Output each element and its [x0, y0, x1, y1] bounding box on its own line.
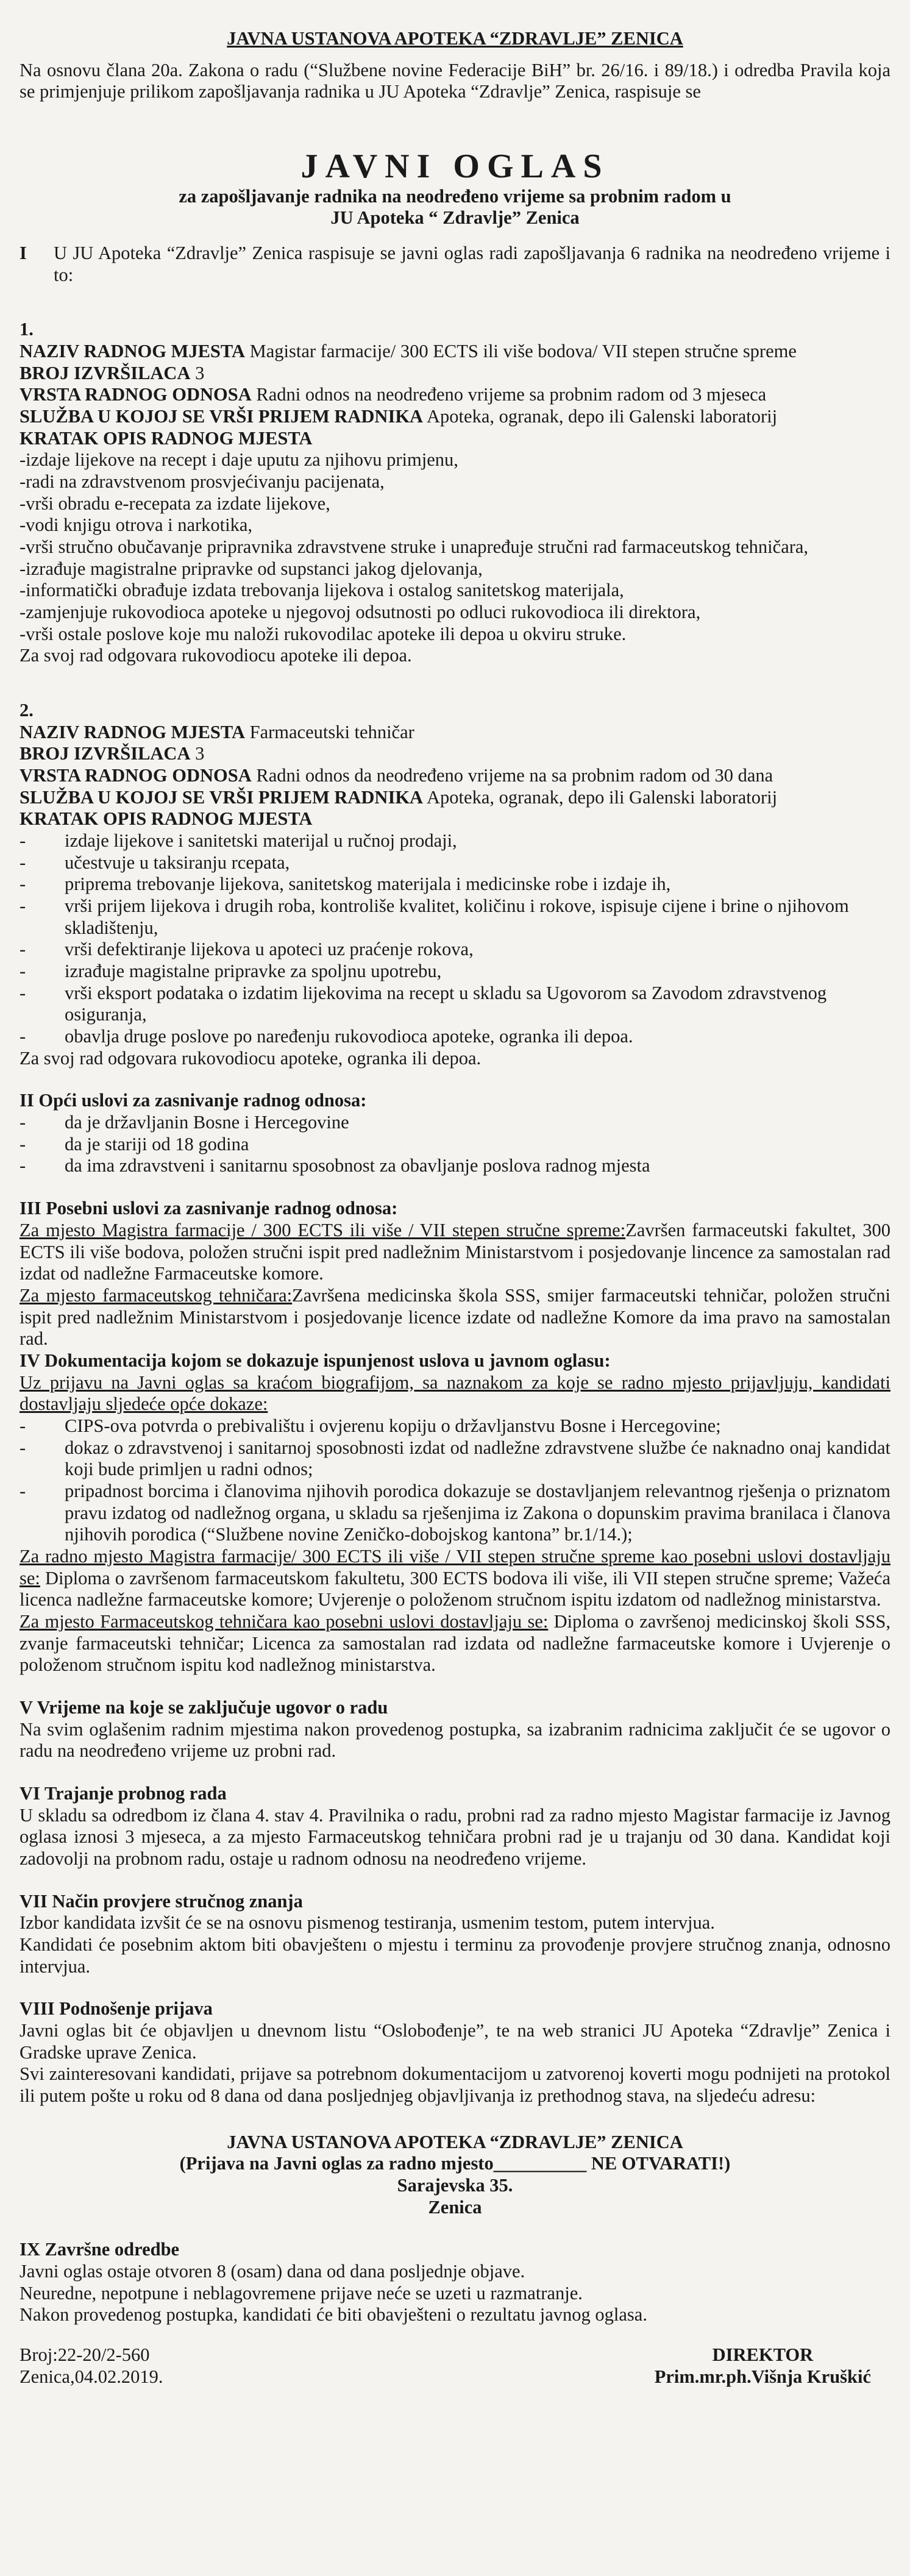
- section-6-text: U skladu sa odredbom iz člana 4. stav 4. Pravilnika o radu, probni rad za radno mjesto Magistar farmacije iz Javnog oglasa iznosi 3 mjeseca, a za mjesto Farmaceutskog tehničara probni rad je u trajanju od 30 dana. Kandidat koji zadovolji na probnom radu, ostaje u radnom odnosu na neodređeno vrijeme.: [20, 1804, 890, 1869]
- address-line-4: Zenica: [428, 2196, 482, 2218]
- position-2-closing: Za svoj rad odgovara rukovodiocu apoteke, ogranka ili depoa.: [20, 1047, 482, 1069]
- employment-type-value: Radni odnos na neodređeno vrijeme sa probnim radom od 3 mjeseca: [251, 384, 767, 405]
- section-9-text-3: Nakon provedenog postupka, kandidati će biti obavješteni o rezultatu javnog oglasa.: [20, 2304, 647, 2325]
- section-1-text: U JU Apoteka “Zdravlje” Zenica raspisuje se javni oglas radi zapošljavanja 6 radnika na neodređeno vrijeme i to:: [54, 242, 890, 285]
- reference-number: Broj:22-20/2-560: [20, 2344, 150, 2366]
- section-7-text-1: Izbor kandidata izvšit će se na osnovu pismenog testiranja, usmenim testom, putem intervjua.: [20, 1912, 715, 1934]
- position-2-duties: [20, 830, 890, 1048]
- list-item: -izdaje lijekove na recept i daje uputu za njihovu primjenu,: [20, 449, 458, 471]
- list-item: - izrađuje magistalne pripravke za spoljnu upotrebu,: [20, 961, 890, 983]
- section-3-heading: III Posebni uslovi za zasnivanje radnog odnosa:: [20, 1198, 398, 1219]
- section-3: [20, 1198, 890, 1350]
- section-5-text: Na svim oglašenim radnim mjestima nakon provedenog postupka, sa izabranim radnicima zaključit će se ugovor o radu na neodređeno vrijeme uz probni rad.: [20, 1718, 890, 1762]
- position-title-value: Magistar farmacije/ 300 ECTS ili više bodova/ VII stepen stručne spreme: [245, 340, 797, 361]
- section-5-heading: V Vrijeme na koje se zaključuje ugovor o radu: [20, 1696, 388, 1718]
- list-item: -vrši stručno obučavanje pripravnika zdravstvene struke i unapređuje stručni rad farmaceutskog tehničara,: [20, 536, 809, 558]
- position-title-label: NAZIV RADNOG MJESTA: [20, 340, 245, 361]
- position-1-closing: Za svoj rad odgovara rukovodiocu apoteke ili depoa.: [20, 645, 412, 666]
- employment-type-value: Radni odnos da neodređeno vrijeme na sa probnim radom od 30 dana: [251, 765, 773, 786]
- reference-block: [20, 2344, 163, 2388]
- section-4-heading: IV Dokumentacija kojom se dokazuje ispunjenost uslova u javnom oglasu:: [20, 1350, 611, 1371]
- position-title-value: Farmaceutski tehničar: [245, 721, 414, 742]
- position-1-duties: [20, 449, 890, 645]
- job-advertisement-document: [20, 12, 890, 2552]
- section-4-paragraph-1: [20, 1546, 890, 1611]
- section-5: [20, 1697, 890, 1762]
- position-title-label: NAZIV RADNOG MJESTA: [20, 721, 245, 742]
- section-3-p1-text: Završen farmaceutski fakultet, 300 ECTS ili više bodova, položen stručni ispit pred nadležnim Ministarstvom i posjedovanje lincence za samostalan rad izdat od nadležne Farmaceutske komore.: [20, 1219, 890, 1284]
- document-title: JAVNI OGLAS: [300, 148, 610, 186]
- service-value: Apoteka, ogranak, depo ili Galenski laboratorij: [423, 405, 778, 427]
- section-3-p1-lead: Za mjesto Magistra farmacije / 300 ECTS ili više / VII stepen stručne spreme:: [20, 1219, 626, 1240]
- section-9-text-1: Javni oglas ostaje otvoren 8 (osam) dana od dana posljednje objave.: [20, 2261, 525, 2282]
- list-item: -informatički obrađuje izdata trebovanja lijekova i ostalog sanitetskog materijala,: [20, 580, 624, 601]
- section-8-text-2: Svi zainteresovani kandidati, prijave sa potrebnom dokumentacijom u zatvorenoj koverti mogu podnijeti na protokol ili putem pošte u roku od 8 dana od dana posljednjeg objavljivanja iz prethodnog stava, na sljedeću adresu:: [20, 2063, 890, 2107]
- position-2-title-row: [20, 722, 890, 744]
- section-7: [20, 1891, 890, 1978]
- service-value: Apoteka, ogranak, depo ili Galenski laboratorij: [423, 786, 778, 808]
- section-9-heading: IX Završne odredbe: [20, 2239, 180, 2260]
- section-1-number: I: [20, 242, 27, 263]
- employment-type-label: VRSTA RADNOG ODNOSA: [20, 384, 252, 405]
- list-item: - izdaje lijekove i sanitetski materijal u ručnoj prodaji,: [20, 830, 890, 852]
- list-item: - vrši eksport podataka o izdatim lijekovima na recept u skladu sa Ugovorom sa Zavodom zdravstvenog osiguranja,: [20, 983, 890, 1026]
- position-1-description-label: KRATAK OPIS RADNOG MJESTA: [20, 427, 313, 449]
- list-item: - CIPS-ova potvrda o prebivalištu i ovjerenu kopiju o državljanstvu Bosne i Hercegovine;: [20, 1415, 890, 1437]
- list-item: - dokaz o zdravstvenoj i sanitarnoj sposobnosti izdat od nadležne zdravstvene službe će naknadno onaj kandidat koji bude primljen u radni odnos;: [20, 1437, 890, 1481]
- position-2-count-row: [20, 743, 890, 765]
- section-4-p2-lead: Za mjesto Farmaceutskog tehničara kao posebni uslovi dostavljaju se:: [20, 1610, 549, 1632]
- list-item: - da ima zdravstveni i sanitarnu sposobnost za obavljanje poslova radnog mjesta: [20, 1155, 890, 1177]
- list-item: -vrši ostale poslove koje mu naloži rukovodilac apoteke ili depoa u okviru struke.: [20, 623, 627, 644]
- list-item: - priprema trebovanje lijekova, sanitetskog materijala i medicinske robe i izdaje ih,: [20, 873, 890, 895]
- document-subtitle-line1: za zapošljavanje radnika na neodređeno vrijeme sa probnim radom u: [179, 185, 731, 207]
- section-3-p2-lead: Za mjesto farmaceutskog tehničara:: [20, 1284, 293, 1306]
- position-2-number: 2.: [20, 700, 34, 721]
- section-2-list: [20, 1112, 890, 1177]
- position-1-type-row: [20, 384, 890, 406]
- section-3-p2-text: Završena medicinska škola SSS, smijer farmaceutski tehničar, položen stručni ispit pred nadležnim Ministarstvom i posjedovanje licence izdate od nadležne Komore da ima pravo na samostalan rad.: [20, 1284, 890, 1350]
- address-line-2: (Prijava na Javni oglas za radno mjesto__________ NE OTVARATI!): [179, 2153, 731, 2174]
- section-6: [20, 1783, 890, 1870]
- section-1: [20, 243, 890, 286]
- position-1-service-row: [20, 406, 890, 428]
- section-4-paragraph-2: [20, 1611, 890, 1676]
- section-4-p1-text: Diploma o završenom farmaceutskom fakultetu, 300 ECTS bodova ili više, ili VII stepen stručne spreme; Važeća licenca nadležne farmaceutske komore; Uvjerenje o položenom stručnom ispitu izdatom od nadležnog ministarstva.: [20, 1567, 890, 1610]
- section-4-list: [20, 1415, 890, 1546]
- section-3-paragraph-2: [20, 1285, 890, 1350]
- institution-name: JAVNA USTANOVA APOTEKA “ZDRAVLJE” ZENICA: [227, 28, 683, 49]
- list-item: - vrši prijem lijekova i drugih roba, kontroliše kvalitet, količinu i rokove, ispisuje cijene i brine o njihovom skladištenju,: [20, 895, 890, 939]
- list-item: - pripadnost borcima i članovima njihovih porodica dokazuje se dostavljanjem relevantnog rješenja o priznatom pravu izdatog od nadležnog organa, u skladu sa rješenjima iz Zakona o dopunskim pravima branilaca i članova njihovih porodica (“Službene novine Zeničko-dobojskog kantona” br.1/14.);: [20, 1481, 890, 1546]
- section-4: [20, 1350, 890, 1676]
- position-2: [20, 700, 890, 1069]
- position-2-description-label: KRATAK OPIS RADNOG MJESTA: [20, 808, 313, 830]
- list-item: - da je stariji od 18 godina: [20, 1134, 890, 1156]
- position-1-title-row: [20, 341, 890, 363]
- position-2-type-row: [20, 765, 890, 787]
- service-label: SLUŽBA U KOJOJ SE VRŠI PRIJEM RADNIKA: [20, 786, 424, 808]
- employment-type-label: VRSTA RADNOG ODNOSA: [20, 765, 252, 786]
- section-3-paragraph-1: [20, 1220, 890, 1285]
- signatory-name: Prim.mr.ph.Višnja Kruškić: [654, 2366, 871, 2387]
- section-4-p2-text: Diploma o završenoj medicinskoj školi SSS, zvanje farmaceutski tehničar; Licenca za samostalan rad izdata od nadležne farmaceutske komore i Uvjerenje o položenom stručnom ispitu kod nadležnog ministarstva.: [20, 1610, 890, 1676]
- section-7-heading: VII Način provjere stručnog znanja: [20, 1890, 303, 1912]
- section-9: [20, 2239, 890, 2326]
- address-line-1: JAVNA USTANOVA APOTEKA “ZDRAVLJE” ZENICA: [227, 2131, 683, 2152]
- count-value: 3: [190, 743, 205, 764]
- address-line-3: Sarajevska 35.: [397, 2175, 513, 2196]
- count-label: BROJ IZVRŠILACA: [20, 743, 191, 764]
- position-2-service-row: [20, 787, 890, 809]
- section-7-text-2: Kandidati će posebnim aktom biti obavještenı o mjestu i terminu za provođenje provjere stručnog znanja, odnosno intervjua.: [20, 1934, 890, 1977]
- document-subtitle-line2: JU Apoteka “ Zdravlje” Zenica: [330, 207, 580, 229]
- list-item: -radi na zdravstvenom prosvjećivanju pacijenata,: [20, 471, 385, 492]
- position-1-number: 1.: [20, 319, 34, 340]
- section-2-heading: II Opći uslovi za zasnivanje radnog odnosa:: [20, 1090, 367, 1111]
- list-item: -vodi knjigu otrova i narkotika,: [20, 514, 253, 536]
- signature-block: [655, 2344, 871, 2388]
- service-label: SLUŽBA U KOJOJ SE VRŠI PRIJEM RADNIKA: [20, 405, 424, 427]
- section-4-p1-lead: Za radno mjesto Magistra farmacije/ 300 ECTS ili više / VII stepen stručne spreme kao posebni uslovi dostavljaju se:: [20, 1545, 890, 1589]
- list-item: - obavlja druge poslove po naređenju rukovodioca apoteke, ogranka ili depoa.: [20, 1026, 890, 1048]
- section-2: [20, 1090, 890, 1177]
- list-item: - da je državljanin Bosne i Hercegovine: [20, 1112, 890, 1134]
- submission-address: [20, 2132, 890, 2219]
- list-item: -izrađuje magistralne pripravke od supstanci jakog djelovanja,: [20, 558, 483, 579]
- section-4-intro: Uz prijavu na Javni oglas sa kraćom biografijom, sa naznakom za koje se radno mjesto prijavljuju, kandidati dostavljaju sljedeće opće dokaze:: [20, 1372, 890, 1415]
- section-6-heading: VI Trajanje probnog rada: [20, 1782, 227, 1804]
- footer: [20, 2344, 890, 2388]
- intro-paragraph: Na osnovu člana 20a. Zakona o radu (“Službene novine Federacije BiH” br. 26/16. i 89/18.) i odredba Pravila koja se primjenjuje prilikom zapošljavanja radnika u JU Apoteka “Zdravlje” Zenica, raspisuje se: [20, 59, 890, 102]
- section-8-text-1: Javni oglas bit će objavljen u dnevnom listu “Oslobođenje”, te na web stranici JU Apoteka “Zdravlje” Zenica i Gradske uprave Zenica.: [20, 2020, 890, 2063]
- count-label: BROJ IZVRŠILACA: [20, 362, 191, 383]
- institution-header: [20, 28, 890, 50]
- issue-date: Zenica,04.02.2019.: [20, 2366, 163, 2387]
- list-item: - vrši defektiranje lijekova u apoteci uz praćenje rokova,: [20, 939, 890, 961]
- list-item: - učestvuje u taksiranju rcepata,: [20, 852, 890, 874]
- section-8: [20, 1998, 890, 2107]
- position-1: [20, 319, 890, 667]
- list-item: -vrši obradu e-recepata za izdate lijekove,: [20, 493, 330, 514]
- count-value: 3: [190, 362, 205, 383]
- signatory-role: DIREKTOR: [712, 2344, 814, 2366]
- section-9-text-2: Neuredne, nepotpune i neblagovremene prijave neće se uzeti u razmatranje.: [20, 2282, 583, 2304]
- list-item: -zamjenjuje rukovodioca apoteke u njegovoj odsutnosti po odluci rukovodioca ili direktora,: [20, 602, 701, 623]
- position-1-count-row: [20, 363, 890, 385]
- section-8-heading: VIII Podnošenje prijava: [20, 1998, 213, 2019]
